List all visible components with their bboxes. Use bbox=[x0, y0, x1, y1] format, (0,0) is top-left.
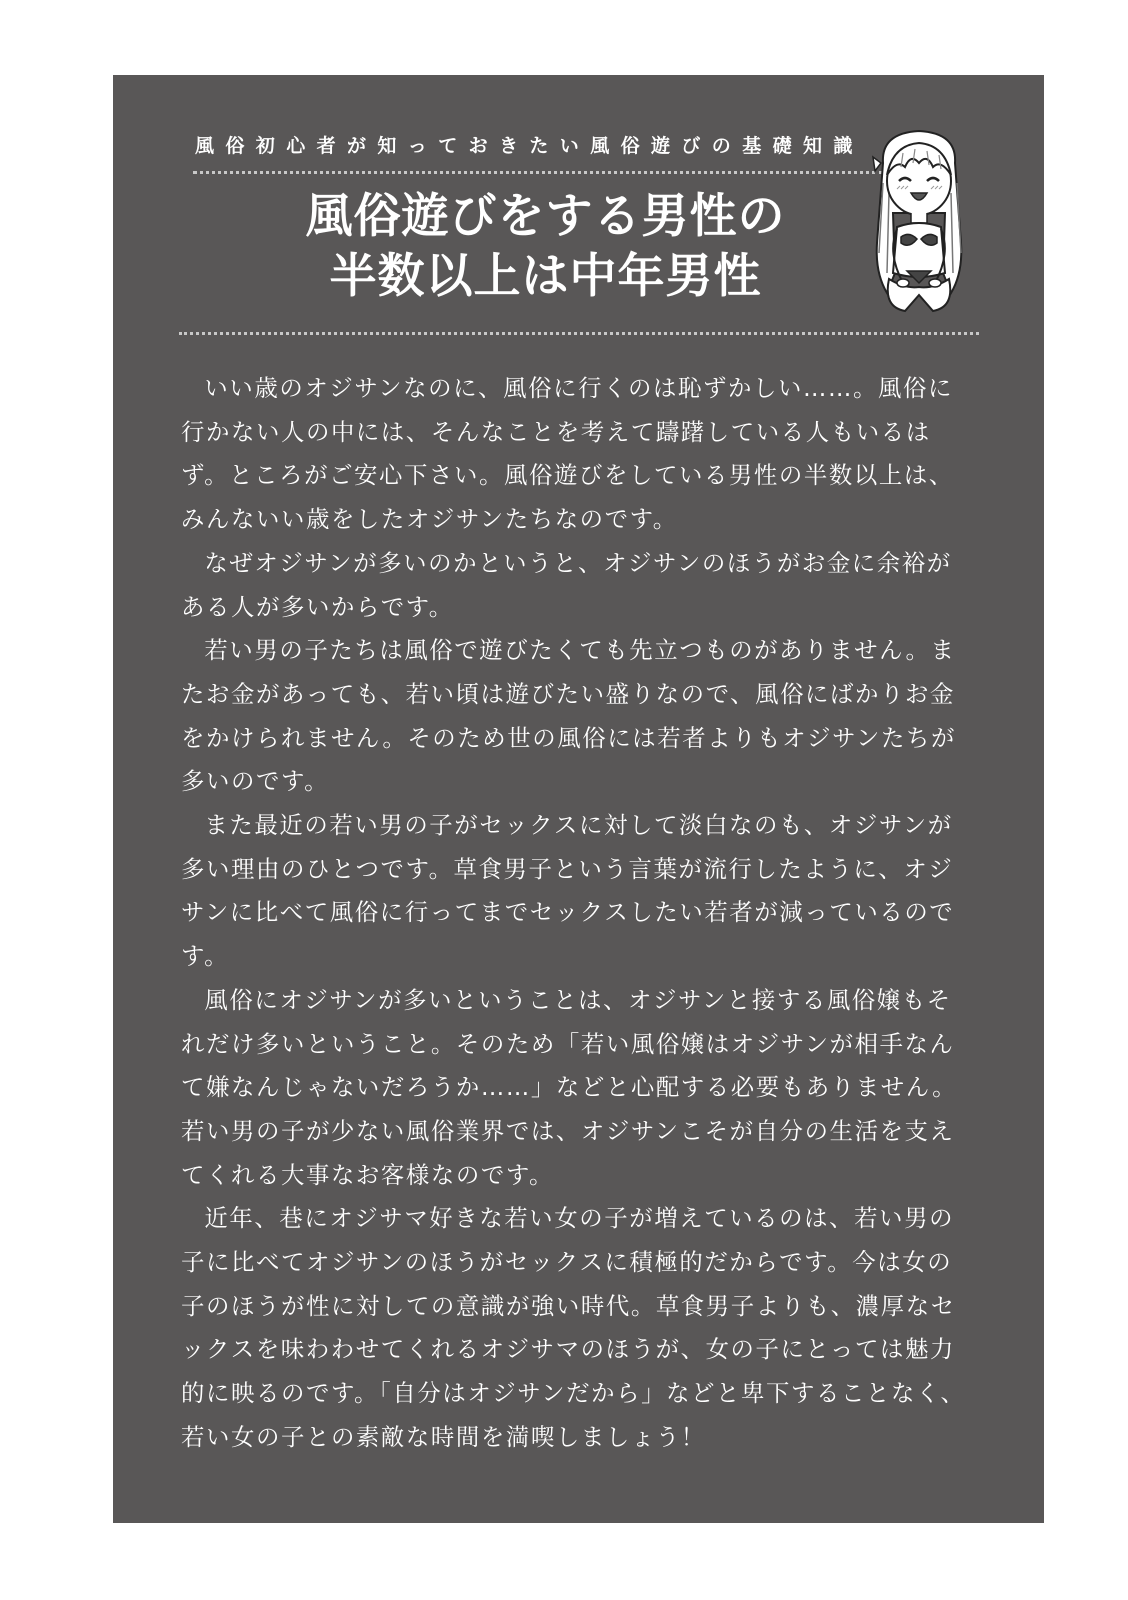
article-title bbox=[223, 187, 868, 307]
title-divider bbox=[179, 332, 979, 335]
paragraph: 近年、巷にオジサマ好きな若い女の子が増えているのは、若い男の子に比べてオジサンのほうがセックスに積極的だからです。今は女の子のほうが性に対しての意識が強い時代。草食男子よりも、濃厚なセックスを味わわせてくれるオジサマのほうが、女の子にとっては魅力的に映るのです。「自分はオジサンだから」などと卑下することなく、若い女の子との素敵な時間を満喫しましょう！ bbox=[181, 1204, 966, 1451]
article-panel bbox=[113, 75, 1044, 1523]
cartoon-girl-mascot-icon bbox=[853, 123, 985, 323]
series-eyebrow: 風俗初心者が知っておきたい風俗遊びの基礎知識 bbox=[195, 135, 864, 157]
title-line-1: 風俗遊びをする男性の bbox=[305, 189, 786, 244]
title-line-2: 半数以上は中年男性 bbox=[329, 249, 762, 304]
paragraph: 若い男の子たちは風俗で遊びたくても先立つものがありません。またお金があっても、若い頃は遊びたい盛りなので、風俗にばかりお金をかけられません。そのため世の風俗には若者よりもオジサンたちが多いのです。 bbox=[181, 636, 956, 796]
paragraph: また最近の若い男の子がセックスに対して淡白なのも、オジサンが多い理由のひとつです。草食男子という言葉が流行したように、オジサンに比べて風俗に行ってまでセックスしたい若者が減っているのです。 bbox=[181, 811, 955, 971]
paragraph: いい歳のオジサンなのに、風俗に行くのは恥ずかしい……。風俗に行かない人の中には、そんなことを考えて躊躇している人もいるはず。ところがご安心下さい。風俗遊びをしている男性の半数以上は、みんないい歳をしたオジサンたちなのです。 bbox=[181, 374, 954, 534]
eyebrow-divider bbox=[193, 171, 883, 174]
paragraph: なぜオジサンが多いのかというと、オジサンのほうがお金に余裕がある人が多いからです。 bbox=[181, 548, 952, 621]
paragraph: 風俗にオジサンが多いということは、オジサンと接する風俗嬢もそれだけ多いということ。そのため「若い風俗嬢はオジサンが相手なんて嫌なんじゃないだろうか……」などと心配する必要もありません。若い男の子が少ない風俗業界では、オジサンこそが自分の生活を支えてくれる大事なお客様なのです。 bbox=[181, 985, 958, 1189]
article-body bbox=[181, 367, 971, 1460]
